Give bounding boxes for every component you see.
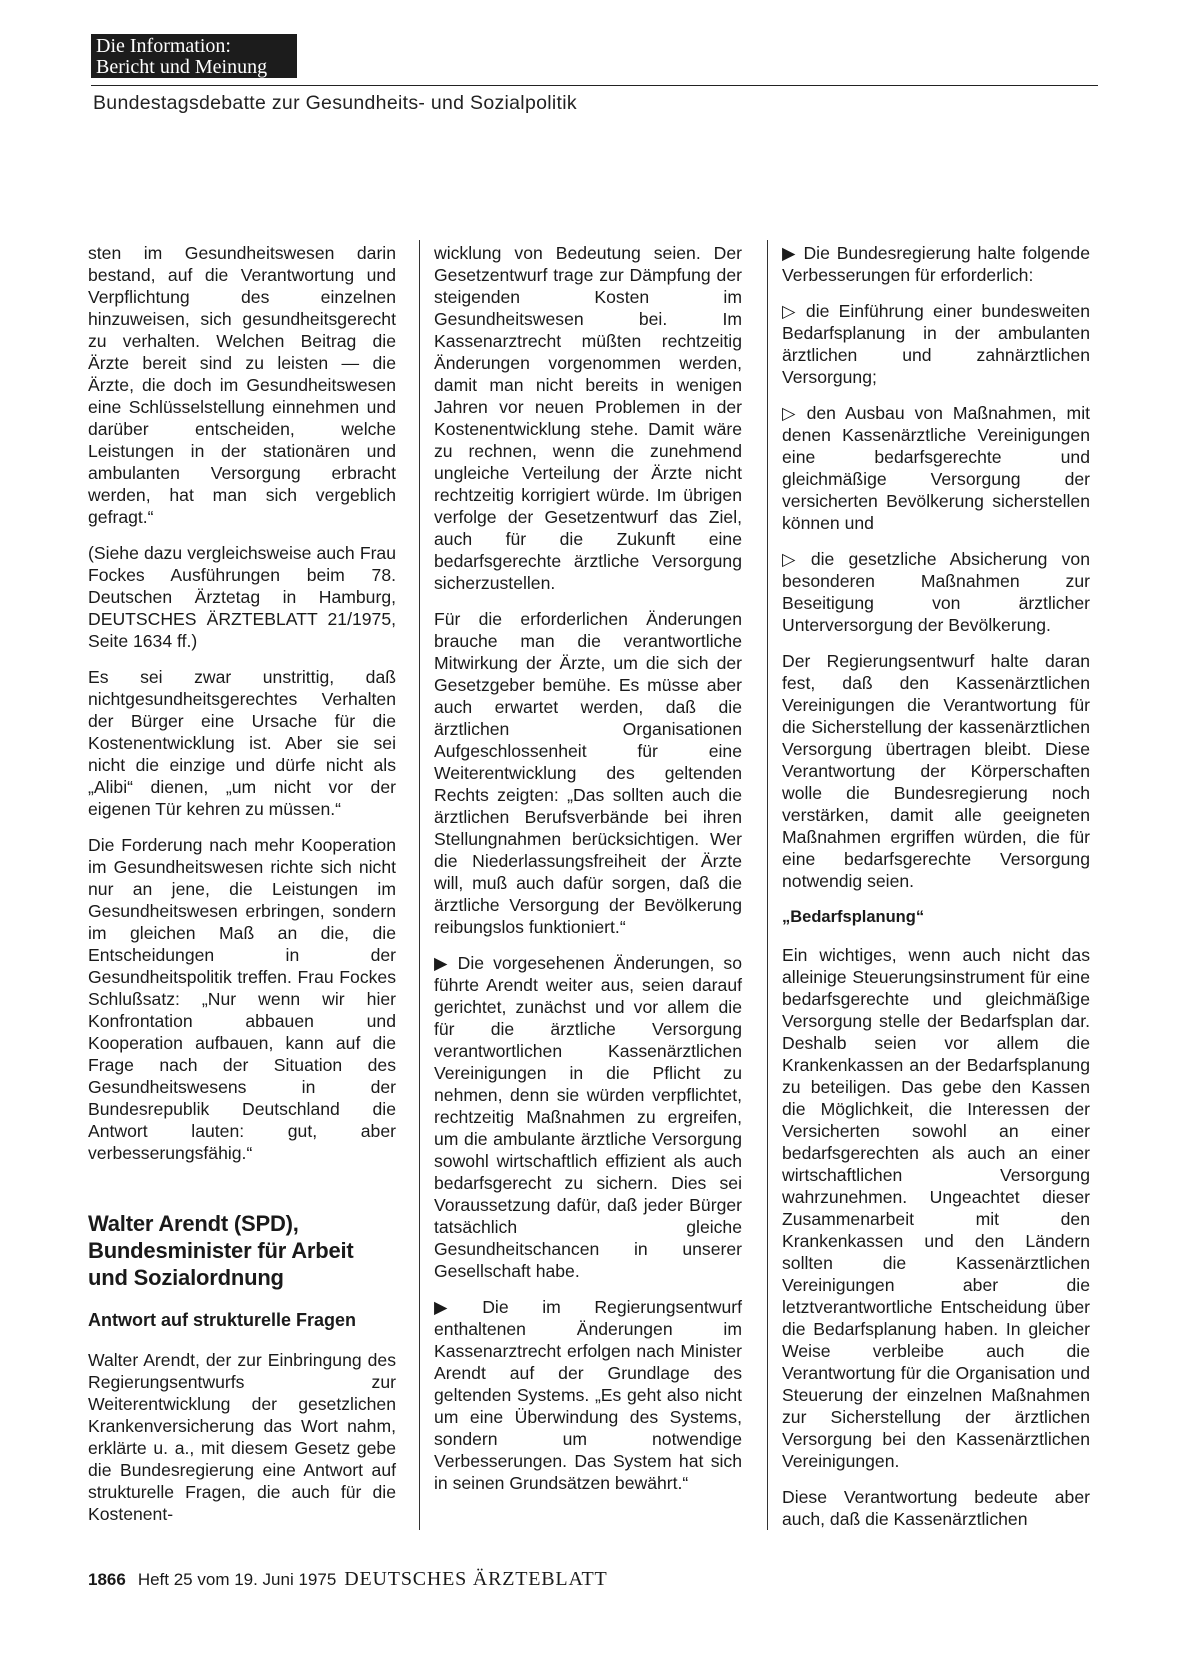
section-badge: [91, 34, 297, 78]
list-item: [782, 300, 1090, 388]
page-footer: [88, 1568, 608, 1591]
paragraph: Walter Arendt, der zur Einbringung des Regierungsentwurfs zur Weiterentwicklung der gesetzlichen Krankenversicherung das Wort nahm, erklärte u. a., mit diesem Gesetz gebe die Bundesregierung eine Antwort auf strukturelle Fragen, die auch für die Kostenent-: [88, 1350, 396, 1524]
paragraph: sten im Gesundheitswesen darin bestand, auf die Verantwortung und Verpflichtung des einzelnen hinzuweisen, sich gesundheitsgerecht zu verhalten. Welchen Beitrag die Ärzte bereit sind zu leisten — die Ärzte, die doch im Gesundheitswesen eine Schlüsselstellung einnehmen und darüber entscheiden, welche Leistungen in der stationären und ambulanten Versorgung erbracht werden, hat man sich vergeblich gefragt.“: [88, 243, 396, 527]
issue-info: Heft 25 vom 19. Juni 1975: [137, 1570, 337, 1589]
column-2: [434, 242, 742, 1508]
open-triangle-bullet-icon: ▷: [782, 301, 800, 321]
section-heading: Walter Arendt (SPD), Bundesminister für Arbeit und Sozialordnung: [88, 1211, 354, 1290]
paragraph-text: die gesetzliche Absicherung von besonderen Maßnahmen zur Beseitigung von ärztlicher Unterversorgung der Bevölkerung.: [782, 549, 1090, 635]
bullet-paragraph: [434, 952, 742, 1282]
list-item: [782, 548, 1090, 636]
column-3: [782, 242, 1090, 1544]
section-subheading: Antwort auf strukturelle Fragen: [88, 1310, 357, 1330]
column-divider-1: [419, 240, 420, 1530]
page-number: 1866: [88, 1570, 126, 1589]
paragraph: Es sei zwar unstrittig, daß nichtgesundheitsgerechtes Verhalten der Bürger eine Ursache für die Kostenentwicklung ist. Aber sie sei nicht die einzige und dürfe nicht als „Alibi“ dienen, „um nicht vor der eigenen Tür kehren zu müssen.“: [88, 667, 396, 819]
open-triangle-bullet-icon: ▷: [782, 549, 805, 569]
triangle-bullet-icon: ▶: [782, 243, 798, 263]
open-triangle-bullet-icon: ▷: [782, 403, 801, 423]
section-subheading: „Bedarfsplanung“: [782, 908, 925, 926]
paragraph: Die Forderung nach mehr Kooperation im Gesundheitswesen richte sich nicht nur an jene, die Leistungen im Gesundheitswesen erbringen, sondern im gleichen Maß an die, die Entscheidungen in der Gesundheitspolitik treffen. Frau Fockes Schlußsatz: „Nur wenn wir hier Konfrontation abbauen und Kooperation aufbauen, kann auf die Frage nach der Situation des Gesundheitswesens in der Bundesrepublik Deutschland die Antwort lauten: gut, aber verbesserungsfähig.“: [88, 835, 396, 1163]
journal-name: DEUTSCHES ÄRZTEBLATT: [344, 1568, 608, 1590]
column-divider-2: [767, 240, 768, 1530]
badge-line-1: Die Information:: [96, 35, 231, 57]
paragraph: Diese Verantwortung bedeute aber auch, daß die Kassenärztlichen: [782, 1487, 1090, 1529]
bullet-paragraph: [434, 1296, 742, 1494]
paragraph: Der Regierungsentwurf halte daran fest, daß den Kassenärztlichen Vereinigungen die Verantwortung für die Sicherstellung der kassenärztlichen Versorgung übertragen bleibt. Diese Verantwortung der Körperschaften wolle die Bundesregierung noch verstärken, damit alle geeigneten Maßnahmen ergriffen würden, die für eine bedarfsgerechte Versorgung notwendig seien.: [782, 651, 1090, 891]
paragraph: Für die erforderlichen Änderungen brauche man die verantwortliche Mitwirkung der Ärzte, um die sich der Gesetzgeber bemühe. Es müsse aber auch erwartet werden, daß die ärztlichen Organisationen Aufgeschlossenheit für eine Weiterentwicklung des geltenden Rechts zeigten: „Das sollten auch die ärztlichen Berufsverbände bei ihren Stellungnahmen berücksichtigen. Wer die Niederlassungsfreiheit der Ärzte will, muß auch dafür sorgen, daß die ärztliche Versorgung der Bevölkerung reibungslos funktioniert.“: [434, 609, 742, 937]
bullet-paragraph: [782, 242, 1090, 286]
paragraph-text: Die im Regierungsentwurf enthaltenen Änderungen im Kassenarztrecht erfolgen nach Minister Arendt auf der Grundlage des geltenden Systems. „Es geht also nicht um eine Überwindung des Systems, sondern um notwendige Verbesserungen. Das System hat sich in seinen Grundsätzen bewährt.“: [434, 1297, 742, 1493]
paragraph-text: Die Bundesregierung halte folgende Verbesserungen für erforderlich:: [782, 243, 1090, 285]
header-rule: [91, 85, 1098, 86]
badge-line-2: Bericht und Meinung: [96, 56, 268, 78]
paragraph: Ein wichtiges, wenn auch nicht das alleinige Steuerungsinstrument für eine bedarfsgerechte und gleichmäßige Versorgung stelle der Bedarfsplan dar. Deshalb seien vor allem die Krankenkassen an der Bedarfsplanung zu beteiligen. Das gebe den Kassen die Möglichkeit, die Interessen der Versicherten sowohl an einer bedarfsgerechten als auch an einer wirtschaftlichen Versorgung wahrzunehmen. Ungeachtet dieser Zusammenarbeit mit den Krankenkassen und den Ländern sollten die Kassenärztlichen Vereinigungen aber die letztverantwortliche Entscheidung über die Bedarfsplanung haben. In gleicher Weise verbleibe auch die Verantwortung für die Organisation und Steuerung der einzelnen Maßnahmen zur Sicherstellung der ärztlichen Versorgung bei den Kassenärztlichen Vereinigungen.: [782, 945, 1090, 1471]
paragraph: (Siehe dazu vergleichsweise auch Frau Fockes Ausführungen beim 78. Deutschen Ärztetag in Hamburg, DEUTSCHES ÄRZTEBLATT 21/1975, Seite 1634 ff.): [88, 543, 396, 651]
triangle-bullet-icon: ▶: [434, 953, 452, 973]
paragraph: wicklung von Bedeutung seien. Der Gesetzentwurf trage zur Dämpfung der steigenden Kosten im Gesundheitswesen bei. Im Kassenarztrecht müßten rechtzeitig Änderungen vorgenommen werden, damit man nicht bereits in wenigen Jahren vor neuen Problemen in der Kostenentwicklung stehe. Damit wäre zu rechnen, wenn die zunehmend ungleiche Verteilung der Ärzte nicht rechtzeitig korrigiert würde. Im übrigen verfolge der Gesetzentwurf das Ziel, auch für die Zukunft eine bedarfsgerechte ärztliche Versorgung sicherzustellen.: [434, 243, 742, 593]
paragraph-text: Die vorgesehenen Änderungen, so führte Arendt weiter aus, seien darauf gerichtet, zunächst und vor allem die für die ärztliche Versorgung verantwortlichen Kassenärztlichen Vereinigungen in die Pflicht zu nehmen, denn sie würden verpflichtet, rechtzeitig Maßnahmen zu ergreifen, um die ambulante ärztliche Versorgung sowohl wirtschaftlich effizient als auch bedarfsgerecht zu sichern. Dies sei Voraussetzung dafür, daß jeder Bürger tatsächlich gleiche Gesundheitschancen in unserer Gesellschaft habe.: [434, 953, 743, 1281]
list-item: [782, 402, 1090, 534]
paragraph-text: den Ausbau von Maßnahmen, mit denen Kassenärztliche Vereinigungen eine bedarfsgerechte und gleichmäßige Versorgung der versicherten Bevölkerung sicherstellen können und: [782, 403, 1090, 533]
column-1: [88, 242, 396, 1539]
triangle-bullet-icon: ▶: [434, 1297, 477, 1317]
paragraph-text: die Einführung einer bundesweiten Bedarfsplanung in der ambulanten ärztlichen und zahnärztlichen Versorgung;: [782, 301, 1091, 387]
page-subtitle: Bundestagsdebatte zur Gesundheits- und Sozialpolitik: [93, 92, 577, 114]
